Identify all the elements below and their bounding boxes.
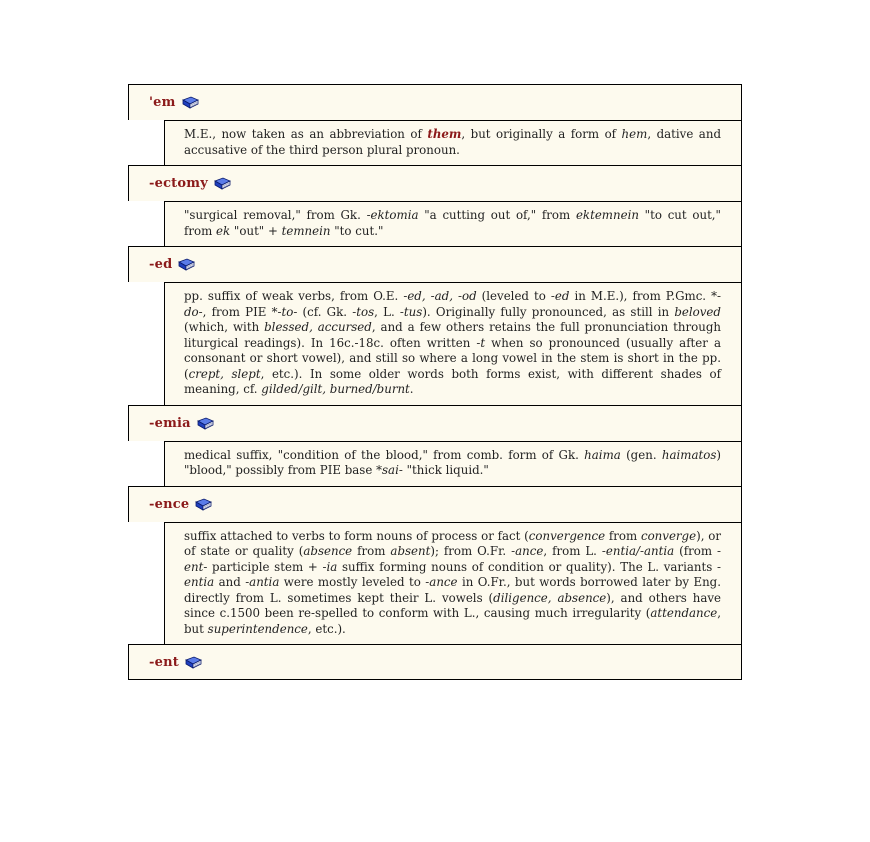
italic-term: beloved <box>674 304 721 319</box>
definition-segment: "out" + <box>230 223 282 238</box>
definition-segment: "to cut." <box>330 223 384 238</box>
definition-segment: (from <box>674 544 717 558</box>
italic-term: temnein <box>281 223 331 238</box>
definition-segment: "thick liquid." <box>402 463 489 477</box>
italic-term: blessed, accursed <box>264 320 372 334</box>
italic-term: ek <box>216 223 231 238</box>
definition-segment: in M.E.), from P.Gmc. <box>569 289 712 303</box>
definition-segment: ) "blood," possibly from PIE base <box>184 447 721 477</box>
definition-segment: in O.Fr., but words borrowed later by Eng. directly from L. sometimes kept their L. vowels ( <box>184 575 721 605</box>
definition-segment: . <box>409 382 414 396</box>
definition-segment: , dative and accusative of the third person plural pronoun. <box>184 127 721 157</box>
book-icon[interactable] <box>194 498 212 511</box>
italic-term: -entia/-antia <box>601 544 675 558</box>
italic-term: -tos <box>352 304 375 319</box>
italic-term: converge <box>640 528 697 543</box>
term-row[interactable] <box>128 644 742 680</box>
book-icon[interactable] <box>177 258 195 271</box>
definition-segment: and <box>214 575 246 589</box>
italic-term: *sai- <box>376 463 403 477</box>
italic-term: -antia <box>245 575 280 589</box>
definition-segment: , but <box>184 606 721 636</box>
definition-text <box>164 441 742 486</box>
italic-term: haima <box>584 447 621 462</box>
definition-segment: (gen. <box>620 447 662 462</box>
book-icon[interactable] <box>181 96 199 109</box>
definition-text <box>164 201 742 246</box>
italic-term: -ektomia <box>366 208 419 222</box>
italic-term: superintendence <box>207 621 308 636</box>
book-icon[interactable] <box>196 417 214 430</box>
definition-segment: , etc.). In some older words both forms exist, with different shades of meaning, cf. <box>184 366 721 396</box>
italic-term: hem <box>621 127 648 141</box>
definition-segment: from <box>605 528 641 543</box>
italic-term: *-do- <box>184 289 721 319</box>
book-icon[interactable] <box>184 656 202 669</box>
term-row[interactable] <box>128 165 742 201</box>
definition-segment: suffix forming nouns of condition or quality). The L. variants <box>337 559 717 574</box>
term-row[interactable] <box>128 246 742 282</box>
definition-text <box>164 120 742 165</box>
definition-segment: (cf. Gk. <box>297 304 353 319</box>
term-link[interactable]: -emia <box>149 415 191 431</box>
dictionary-list <box>128 84 742 680</box>
italic-term: convergence <box>528 528 606 543</box>
definition-segment: "a cutting out of," from <box>418 208 576 222</box>
definition-segment: "surgical removal," from Gk. <box>184 208 367 222</box>
definition-segment: , etc.). <box>307 621 346 636</box>
italic-term: absent <box>390 544 431 558</box>
definition-segment: ), or of state or quality ( <box>184 528 721 558</box>
definition-segment: (which, with <box>184 320 265 334</box>
term-link[interactable]: -ed <box>149 257 173 272</box>
definition-segment: ); from O.Fr. <box>430 544 512 558</box>
italic-term: -ia <box>322 559 338 574</box>
term-link[interactable]: -ent <box>149 654 179 670</box>
term-link[interactable]: 'em <box>149 95 176 110</box>
definition-segment: when so pronounced (usually after a consonant or short vowel), and still so where a long vowel in the stem is short in the pp. ( <box>184 335 721 381</box>
definition-segment: , L. <box>374 304 400 319</box>
italic-term: -ed <box>550 289 570 303</box>
term-link[interactable]: -ectomy <box>149 176 208 191</box>
italic-term: crept, slept <box>188 366 261 381</box>
term-row[interactable] <box>128 84 742 120</box>
definition-segment: , but originally a form of <box>461 127 622 141</box>
term-row[interactable] <box>128 405 742 441</box>
definition-segment: , from L. <box>543 544 602 558</box>
definition-segment: M.E., now taken as an abbreviation of <box>184 127 428 141</box>
italic-term: attendance <box>650 606 718 620</box>
definition-segment: ). Originally fully pronounced, as still in <box>422 304 675 319</box>
book-icon[interactable] <box>213 177 231 190</box>
italic-term: -ance <box>511 544 544 558</box>
term-row[interactable] <box>128 486 742 522</box>
definition-segment: participle stem + <box>207 559 323 574</box>
definition-segment: "to cut out," from <box>184 208 721 238</box>
italic-term: haimatos <box>661 447 717 462</box>
definition-segment: pp. suffix of weak verbs, from O.E. <box>184 289 404 303</box>
term-link[interactable]: -ence <box>149 496 190 512</box>
italic-term: absence <box>303 544 353 558</box>
definition-segment: suffix attached to verbs to form nouns of process or fact ( <box>184 528 529 543</box>
definition-segment: , and a few others retains the full pronunciation through liturgical readings). In 16c.-18c. often written <box>184 320 722 350</box>
definition-text <box>164 522 742 645</box>
definition-segment: were mostly leveled to <box>279 575 426 589</box>
definition-segment: ), and others have since c.1500 been re-spelled to conform with L., causing much irregularity ( <box>184 590 721 620</box>
definition-segment: from <box>352 544 391 558</box>
italic-term: *-to- <box>271 304 298 319</box>
definition-segment: (leveled to <box>476 289 551 303</box>
italic-term: gilded/gilt, burned/burnt <box>261 382 410 396</box>
italic-term: ektemnein <box>575 208 639 222</box>
italic-term: -ent- <box>184 544 721 574</box>
italic-term: diligence, absence <box>493 590 607 605</box>
italic-term: -t <box>476 335 486 350</box>
italic-term: -ance <box>425 575 458 589</box>
italic-term: -entia <box>184 559 721 589</box>
definition-text <box>164 282 742 405</box>
italic-term: -tus <box>399 304 423 319</box>
definition-segment: , from PIE <box>202 304 272 319</box>
italic-term: -ed, -ad, -od <box>403 289 477 303</box>
definition-segment: medical suffix, "condition of the blood," from comb. form of Gk. <box>184 447 585 462</box>
highlighted-term: them <box>427 127 462 141</box>
